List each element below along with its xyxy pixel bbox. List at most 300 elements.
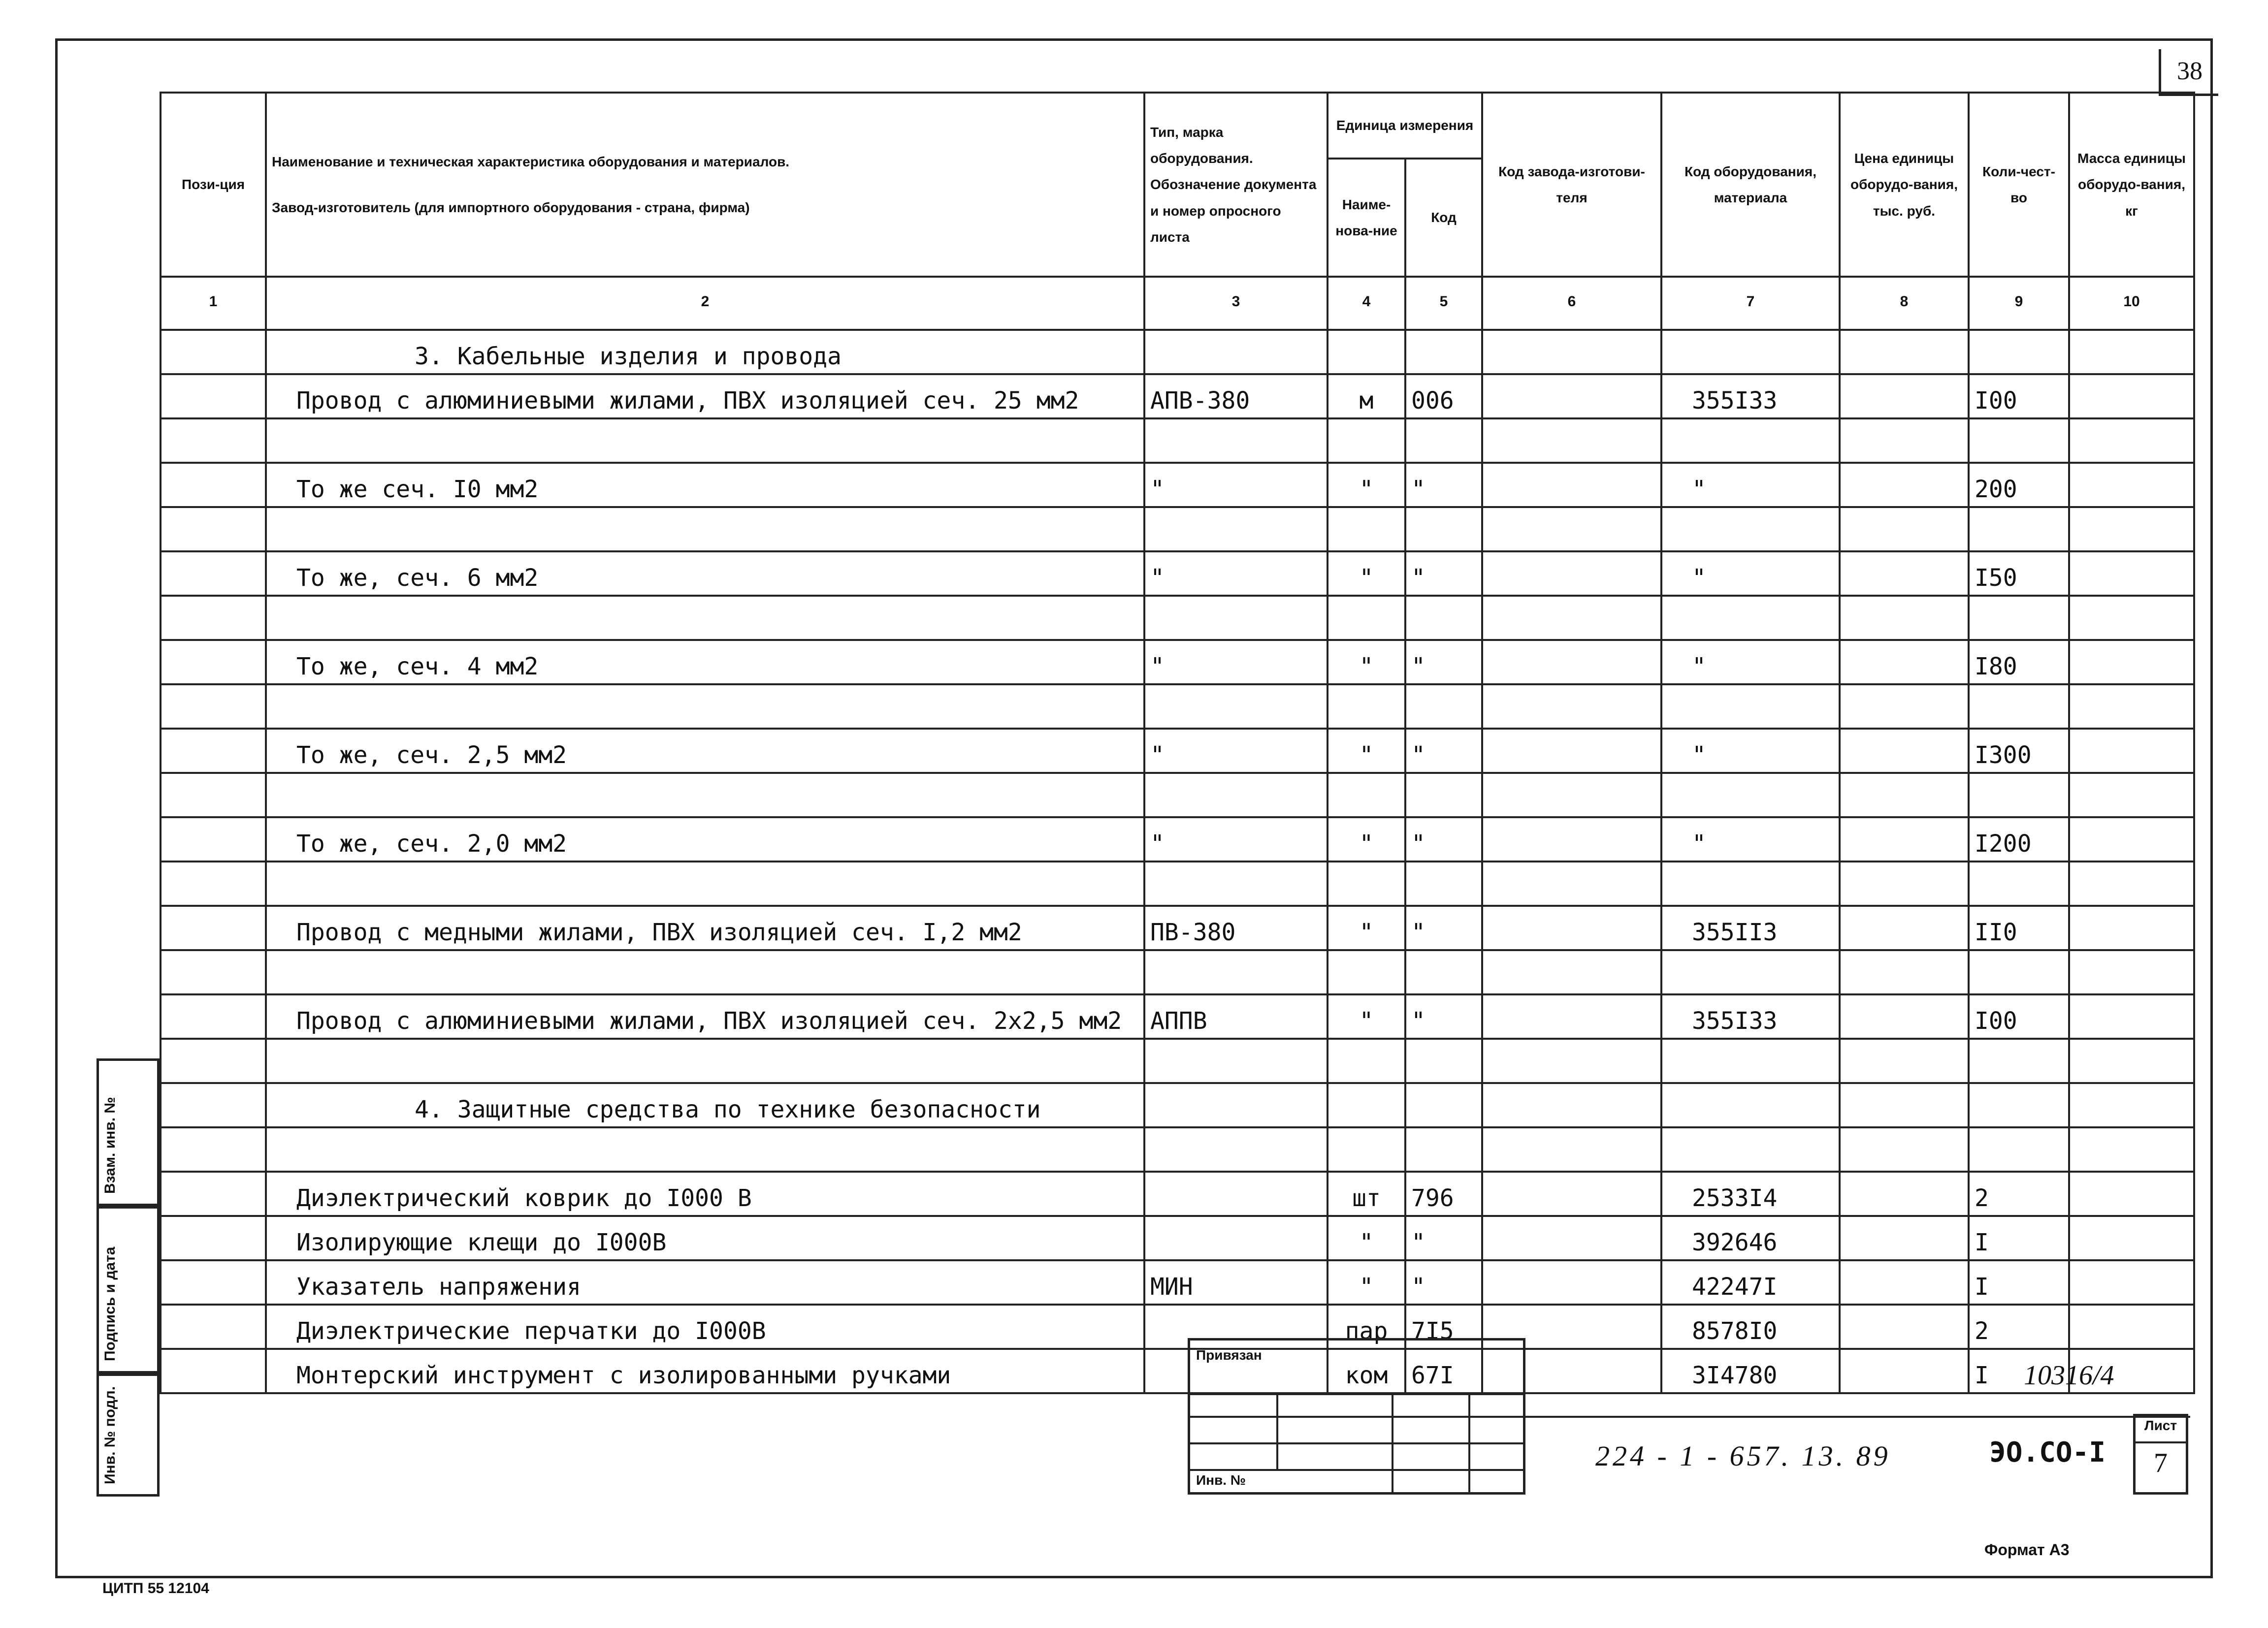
cell-mass — [2069, 1260, 2194, 1305]
cell-plant — [1482, 729, 1661, 773]
cell-unit — [1328, 330, 1405, 374]
cell-code — [1661, 684, 1840, 729]
table-row — [161, 817, 2194, 862]
col-header-price: Цена единицы оборудо-вания, тыс. руб. — [1840, 93, 1969, 277]
cell-ucode: 796 — [1405, 1172, 1482, 1216]
cell-code — [1661, 862, 1840, 906]
cell-unit: " — [1328, 463, 1405, 507]
col-header-position: Пози-ция — [161, 93, 266, 277]
cell-code — [1661, 1083, 1840, 1127]
column-number-row — [161, 277, 2194, 330]
cell-pos — [161, 773, 266, 817]
cell-pos — [161, 994, 266, 1039]
table-row — [161, 684, 2194, 729]
side-field-inventory — [97, 1373, 160, 1497]
table-row — [161, 1305, 2194, 1349]
cell-name: Изолирующие клещи до I000В — [266, 1216, 1144, 1260]
cell-plant — [1482, 862, 1661, 906]
column-number: 10 — [2069, 277, 2194, 330]
cell-code: 2533I4 — [1661, 1172, 1840, 1216]
cell-plant — [1482, 551, 1661, 596]
cell-pos — [161, 684, 266, 729]
cell-ucode — [1405, 1039, 1482, 1083]
cell-code — [1661, 950, 1840, 994]
col-header-plant-code: Код завода-изготови-теля — [1482, 93, 1661, 277]
cell-mass — [2069, 596, 2194, 640]
divider — [1276, 1393, 1278, 1469]
cell-code — [1661, 507, 1840, 551]
cell-pos — [161, 374, 266, 418]
col-header-mass: Масса единицы оборудо-вания, кг — [2069, 93, 2194, 277]
cell-plant — [1482, 950, 1661, 994]
table-row — [161, 906, 2194, 950]
table-row — [161, 374, 2194, 418]
cell-pos — [161, 906, 266, 950]
cell-type — [1144, 1172, 1328, 1216]
cell-mass — [2069, 1127, 2194, 1172]
cell-qty — [1969, 862, 2069, 906]
cell-name — [266, 418, 1144, 463]
cell-mass — [2069, 950, 2194, 994]
cell-unit: пар — [1328, 1305, 1405, 1349]
cell-plant — [1482, 507, 1661, 551]
cell-ucode — [1405, 330, 1482, 374]
cell-type — [1144, 684, 1328, 729]
cell-plant — [1482, 1216, 1661, 1260]
cell-mass — [2069, 994, 2194, 1039]
table-row — [161, 596, 2194, 640]
cell-plant — [1482, 1127, 1661, 1172]
cell-code: 355II3 — [1661, 906, 1840, 950]
cell-qty: 2 — [1969, 1305, 2069, 1349]
cell-mass — [2069, 773, 2194, 817]
cell-qty: I00 — [1969, 374, 2069, 418]
cell-plant — [1482, 330, 1661, 374]
cell-qty: I50 — [1969, 551, 2069, 596]
cell-name: То же сеч. I0 мм2 — [266, 463, 1144, 507]
cell-ucode — [1405, 773, 1482, 817]
inventory-label: Инв. № — [1196, 1472, 1246, 1488]
cell-unit — [1328, 1039, 1405, 1083]
cell-type: " — [1144, 640, 1328, 684]
cell-qty — [1969, 950, 2069, 994]
column-number: 2 — [266, 277, 1144, 330]
cell-type — [1144, 773, 1328, 817]
cell-price — [1840, 418, 1969, 463]
header-row — [161, 93, 2194, 159]
table-row — [161, 463, 2194, 507]
cell-type: " — [1144, 463, 1328, 507]
cell-type — [1144, 1127, 1328, 1172]
format-label: Формат А3 — [1984, 1541, 2070, 1559]
cell-pos — [161, 1039, 266, 1083]
cell-unit: м — [1328, 374, 1405, 418]
cell-pos — [161, 950, 266, 994]
cell-name — [266, 1039, 1144, 1083]
cell-type: АППВ — [1144, 994, 1328, 1039]
column-number: 1 — [161, 277, 266, 330]
side-label: Взам. инв. № — [102, 1097, 118, 1194]
cell-mass — [2069, 463, 2194, 507]
cell-code: " — [1661, 640, 1840, 684]
cell-code: 355I33 — [1661, 994, 1840, 1039]
cell-unit: " — [1328, 906, 1405, 950]
cell-code — [1661, 1039, 1840, 1083]
col-header-unit-code: Код — [1405, 159, 1482, 277]
col-header-name — [266, 93, 1144, 277]
cell-code: 3I4780 — [1661, 1349, 1840, 1393]
cell-code: 392646 — [1661, 1216, 1840, 1260]
cell-price — [1840, 1260, 1969, 1305]
cell-ucode: " — [1405, 1216, 1482, 1260]
cell-qty: I200 — [1969, 817, 2069, 862]
cell-plant — [1482, 1083, 1661, 1127]
column-number: 5 — [1405, 277, 1482, 330]
divider — [1188, 1469, 1525, 1471]
column-number: 6 — [1482, 277, 1661, 330]
cell-qty — [1969, 773, 2069, 817]
table-row — [161, 729, 2194, 773]
cell-name: То же, сеч. 6 мм2 — [266, 551, 1144, 596]
org-code: ЦИТП 55 12104 — [102, 1580, 209, 1596]
col-header-unit-name: Наиме-нова-ние — [1328, 159, 1405, 277]
cell-code: " — [1661, 729, 1840, 773]
cell-ucode — [1405, 507, 1482, 551]
cell-mass — [2069, 418, 2194, 463]
cell-type: " — [1144, 729, 1328, 773]
cell-unit — [1328, 862, 1405, 906]
cell-price — [1840, 817, 1969, 862]
cell-pos — [161, 418, 266, 463]
cell-price — [1840, 950, 1969, 994]
table-row — [161, 773, 2194, 817]
cell-ucode — [1405, 596, 1482, 640]
cell-mass — [2069, 1305, 2194, 1349]
cell-price — [1840, 463, 1969, 507]
cell-plant — [1482, 1039, 1661, 1083]
cell-qty — [1969, 596, 2069, 640]
cell-pos — [161, 1172, 266, 1216]
cell-name — [266, 773, 1144, 817]
cell-pos — [161, 1349, 266, 1393]
cell-qty: 200 — [1969, 463, 2069, 507]
cell-code — [1661, 330, 1840, 374]
side-field-replacement — [97, 1058, 160, 1206]
cell-ucode: " — [1405, 906, 1482, 950]
cell-price — [1840, 596, 1969, 640]
cell-name: Указатель напряжения — [266, 1260, 1144, 1305]
cell-price — [1840, 374, 1969, 418]
cell-price — [1840, 862, 1969, 906]
cell-qty: I — [1969, 1260, 2069, 1305]
cell-unit: " — [1328, 817, 1405, 862]
cell-pos — [161, 640, 266, 684]
cell-code: " — [1661, 817, 1840, 862]
cell-name: 4. Защитные средства по технике безопасности — [266, 1083, 1144, 1127]
cell-unit: " — [1328, 1216, 1405, 1260]
col-header-unit-group: Единица измерения — [1328, 93, 1482, 159]
cell-type: " — [1144, 551, 1328, 596]
cell-type — [1144, 596, 1328, 640]
cell-price — [1840, 1305, 1969, 1349]
cell-type — [1144, 862, 1328, 906]
cell-ucode: " — [1405, 817, 1482, 862]
table-row — [161, 994, 2194, 1039]
cell-pos — [161, 330, 266, 374]
cell-name: Провод с алюминиевыми жилами, ПВХ изоляцией сеч. 25 мм2 — [266, 374, 1144, 418]
table-row — [161, 1260, 2194, 1305]
table-row — [161, 1127, 2194, 1172]
divider — [1188, 1416, 1525, 1418]
divider — [1188, 1442, 1525, 1444]
sheet-label: Лист — [2144, 1418, 2177, 1433]
col-header-type: Тип, марка оборудования. Обозначение документа и номер опросного листа — [1144, 93, 1328, 277]
cell-ucode — [1405, 862, 1482, 906]
cell-price — [1840, 729, 1969, 773]
column-number: 7 — [1661, 277, 1840, 330]
table-row — [161, 1039, 2194, 1083]
cell-pos — [161, 463, 266, 507]
side-field-signature — [97, 1206, 160, 1373]
cell-pos — [161, 817, 266, 862]
cell-plant — [1482, 817, 1661, 862]
specification-table — [160, 92, 2195, 1394]
cell-qty — [1969, 684, 2069, 729]
cell-unit — [1328, 507, 1405, 551]
cell-plant — [1482, 418, 1661, 463]
cell-price — [1840, 906, 1969, 950]
cell-ucode — [1405, 418, 1482, 463]
cell-qty — [1969, 1083, 2069, 1127]
table-row — [161, 1216, 2194, 1260]
table-row — [161, 640, 2194, 684]
cell-name: Монтерский инструмент с изолированными ручками — [266, 1349, 1144, 1393]
cell-mass — [2069, 862, 2194, 906]
cell-type — [1144, 1039, 1328, 1083]
side-label: Подпись и дата — [102, 1246, 118, 1361]
cell-type — [1144, 950, 1328, 994]
cell-price — [1840, 1349, 1969, 1393]
cell-qty — [1969, 1127, 2069, 1172]
cell-unit: " — [1328, 729, 1405, 773]
cell-type — [1144, 418, 1328, 463]
sheet-value: 7 — [2154, 1448, 2168, 1478]
cell-plant — [1482, 463, 1661, 507]
cell-type — [1144, 1083, 1328, 1127]
divider — [1188, 1393, 1525, 1395]
cell-code — [1661, 1127, 1840, 1172]
table-row — [161, 330, 2194, 374]
column-number: 9 — [1969, 277, 2069, 330]
sheet-number: 38 — [2159, 49, 2218, 96]
cell-unit — [1328, 596, 1405, 640]
cell-name — [266, 950, 1144, 994]
cell-mass — [2069, 330, 2194, 374]
cell-unit: " — [1328, 551, 1405, 596]
cell-type — [1144, 507, 1328, 551]
cell-price — [1840, 507, 1969, 551]
table-row — [161, 862, 2194, 906]
col-header-quantity: Коли-чест-во — [1969, 93, 2069, 277]
cell-ucode: " — [1405, 994, 1482, 1039]
cell-unit — [1328, 773, 1405, 817]
cell-name — [266, 862, 1144, 906]
cell-price — [1840, 1172, 1969, 1216]
cell-pos — [161, 1127, 266, 1172]
cell-mass — [2069, 906, 2194, 950]
cell-name: То же, сеч. 2,0 мм2 — [266, 817, 1144, 862]
cell-plant — [1482, 1172, 1661, 1216]
cell-pos — [161, 551, 266, 596]
cell-mass — [2069, 817, 2194, 862]
cell-qty: I300 — [1969, 729, 2069, 773]
table-row — [161, 950, 2194, 994]
table-row — [161, 418, 2194, 463]
cell-mass — [2069, 684, 2194, 729]
cell-qty — [1969, 330, 2069, 374]
column-number: 8 — [1840, 277, 1969, 330]
cell-plant — [1482, 684, 1661, 729]
cell-name: Провод с медными жилами, ПВХ изоляцией сеч. I,2 мм2 — [266, 906, 1144, 950]
cell-pos — [161, 729, 266, 773]
cell-qty: I00 — [1969, 994, 2069, 1039]
cell-plant — [1482, 374, 1661, 418]
cell-name — [266, 507, 1144, 551]
cell-ucode: 7I5 — [1405, 1305, 1482, 1349]
cell-pos — [161, 1216, 266, 1260]
cell-ucode: 006 — [1405, 374, 1482, 418]
cell-price — [1840, 1216, 1969, 1260]
cell-name: 3. Кабельные изделия и провода — [266, 330, 1144, 374]
cell-price — [1840, 994, 1969, 1039]
column-number: 3 — [1144, 277, 1328, 330]
cell-name — [266, 1127, 1144, 1172]
cell-mass — [2069, 640, 2194, 684]
cell-name: То же, сеч. 2,5 мм2 — [266, 729, 1144, 773]
cell-name: Провод с алюминиевыми жилами, ПВХ изоляцией сеч. 2х2,5 мм2 — [266, 994, 1144, 1039]
cell-unit: шт — [1328, 1172, 1405, 1216]
cell-code — [1661, 418, 1840, 463]
cell-code: " — [1661, 551, 1840, 596]
cell-price — [1840, 551, 1969, 596]
stamp-number: 10316/4 — [2024, 1360, 2114, 1391]
divider — [1392, 1393, 1393, 1495]
cell-ucode — [1405, 1083, 1482, 1127]
cell-plant — [1482, 640, 1661, 684]
cell-qty — [1969, 1039, 2069, 1083]
cell-price — [1840, 1083, 1969, 1127]
cell-price — [1840, 330, 1969, 374]
cell-unit — [1328, 418, 1405, 463]
cell-mass — [2069, 551, 2194, 596]
cell-pos — [161, 1260, 266, 1305]
cell-type: МИН — [1144, 1260, 1328, 1305]
cell-plant — [1482, 906, 1661, 950]
cell-type: " — [1144, 817, 1328, 862]
column-number: 4 — [1328, 277, 1405, 330]
cell-plant — [1482, 596, 1661, 640]
divider — [2133, 1441, 2188, 1443]
cell-unit — [1328, 1083, 1405, 1127]
cell-unit — [1328, 684, 1405, 729]
table-row — [161, 507, 2194, 551]
cell-ucode — [1405, 1127, 1482, 1172]
cell-qty: II0 — [1969, 906, 2069, 950]
cell-qty — [1969, 418, 2069, 463]
cell-ucode: 67I — [1405, 1349, 1482, 1393]
cell-pos — [161, 596, 266, 640]
cell-ucode: " — [1405, 1260, 1482, 1305]
cell-mass — [2069, 729, 2194, 773]
table-row — [161, 551, 2194, 596]
document-code: ЭО.СО-I — [1989, 1436, 2106, 1468]
cell-mass — [2069, 1216, 2194, 1260]
cell-name: Диэлектрические перчатки до I000В — [266, 1305, 1144, 1349]
cell-ucode — [1405, 684, 1482, 729]
cell-ucode — [1405, 950, 1482, 994]
cell-mass — [2069, 507, 2194, 551]
drawing-number: 224 - 1 - 657. 13. 89 — [1595, 1440, 1891, 1472]
cell-mass — [2069, 1172, 2194, 1216]
cell-name: Диэлектрический коврик до I000 В — [266, 1172, 1144, 1216]
cell-mass — [2069, 1083, 2194, 1127]
cell-qty: 2 — [1969, 1172, 2069, 1216]
cell-price — [1840, 1127, 1969, 1172]
cell-unit: " — [1328, 1260, 1405, 1305]
cell-unit — [1328, 950, 1405, 994]
cell-code: 42247I — [1661, 1260, 1840, 1305]
attached-label: Привязан — [1196, 1347, 1262, 1363]
cell-qty: I — [1969, 1349, 2069, 1393]
col-header-equipment-code: Код оборудования, материала — [1661, 93, 1840, 277]
divider — [1525, 1416, 2190, 1418]
cell-plant — [1482, 773, 1661, 817]
cell-unit: " — [1328, 994, 1405, 1039]
side-label: Инв. № подл. — [102, 1386, 118, 1484]
cell-price — [1840, 640, 1969, 684]
cell-ucode: " — [1405, 463, 1482, 507]
cell-plant — [1482, 994, 1661, 1039]
cell-mass — [2069, 1039, 2194, 1083]
table-row — [161, 1172, 2194, 1216]
cell-price — [1840, 773, 1969, 817]
col-header-name-line1: Наименование и техническая характеристика оборудования и материалов. — [272, 154, 790, 169]
cell-price — [1840, 684, 1969, 729]
cell-pos — [161, 862, 266, 906]
cell-pos — [161, 507, 266, 551]
cell-code — [1661, 773, 1840, 817]
cell-unit: ком — [1328, 1349, 1405, 1393]
cell-pos — [161, 1083, 266, 1127]
cell-unit: " — [1328, 640, 1405, 684]
cell-name — [266, 684, 1144, 729]
cell-name — [266, 596, 1144, 640]
cell-qty — [1969, 507, 2069, 551]
cell-code: 8578I0 — [1661, 1305, 1840, 1349]
cell-ucode: " — [1405, 551, 1482, 596]
cell-code: 355I33 — [1661, 374, 1840, 418]
cell-pos — [161, 1305, 266, 1349]
cell-code — [1661, 596, 1840, 640]
cell-ucode: " — [1405, 640, 1482, 684]
cell-unit — [1328, 1127, 1405, 1172]
cell-type — [1144, 1216, 1328, 1260]
cell-type — [1144, 330, 1328, 374]
cell-qty: I80 — [1969, 640, 2069, 684]
cell-name: То же, сеч. 4 мм2 — [266, 640, 1144, 684]
cell-qty: I — [1969, 1216, 2069, 1260]
table-row — [161, 1083, 2194, 1127]
